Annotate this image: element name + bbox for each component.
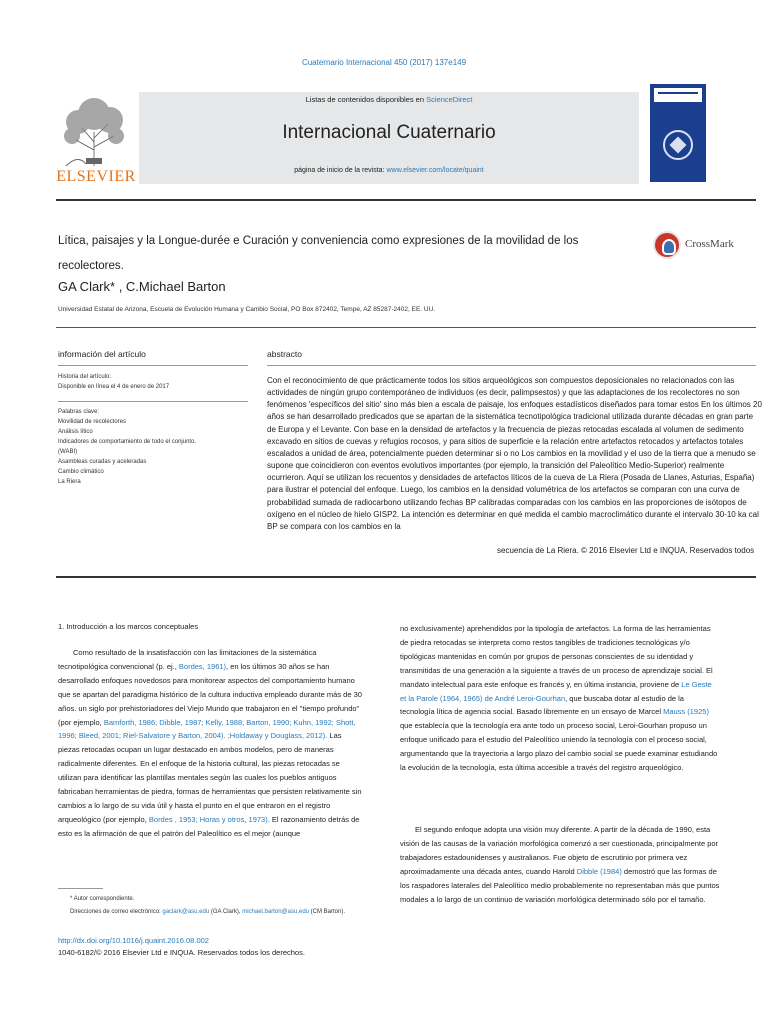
copyright-line: 1040-6182/© 2016 Elsevier Ltd e INQUA. Reservados todos los derechos. [58,948,305,957]
keyword-item: La Riera [58,479,81,485]
keyword-item: Asambleas curadas y aceleradas [58,459,147,465]
crossmark-badge[interactable] [651,229,741,261]
homepage-line [139,167,639,174]
affiliation: Universidad Estatal de Arizona, Escuela de Evolución Humana y Cambio Social, PO Box 872402, Tempe, AZ 85287-2402, EE. UU. [58,306,436,313]
email-barton-name: (CM Barton). [309,909,346,915]
crossmark-label: CrossMark [685,238,734,250]
abstract-rule [267,365,756,366]
citation-link[interactable]: Dibble (1984) [576,866,622,876]
citation-link[interactable]: Mauss (1925) [663,707,709,717]
abstract-text: Con el reconocimiento de que prácticamente todos los sitios arqueológicos son compuestos deposicionales no relacionados con las actividades de ningún grupo contemporáneo de individuos (es decir, palimpsestos) y que las adaptaciones de los recolectores no son fenómenos 'específicos del sitio' sino más bien a escala de paisaje, los enfoques estadísticos diseñados para tomar estos En los últimos 20 años se han desarrollado predicados que se apartan de la sistemática tecnotipológica tradicional utilizada durante décadas en gran parte de Europa y el Levante. Con base en la densidad de artefactos y la frecuencia de piezas retocadas escalada al volumen de sedimento excavado en sitios de cuevas y refugios rocosos, y para sitios de superficie e la relación entre artefactos retocados y artefactos totales escalados a unidad de área, potencialmente pueden determinar si o no Los cambios en la movilidad y el uso de la tierra que a menudo se supone que coincidieron con eventos evolutivos importantes (por ejemplo, la transición del Paleolítico Medio-Superior) realmente ocurrieron. Aquí se utilizan los recuentos y densidades de artefactos líticos de la cueva de La Riera (Posada de Llanes, Asturias, España) para ilustrar el potencial del enfoque. Luego, los cambios en la densidad volumétrica de los artefactos se comparan con una curva de probabilidad sumada de radiocarbono utilizando fechas BP calibradas comparadas con los cambios en las proporciones de isótopos de oxígeno en el núcleo de hielo GISP2. La intención es determinar en qué medida el cambio macroclimático durante el intervalo 30-10 ka cal BP se compara con los cambios en la [267,376,762,531]
intro-paragraph-1-cont [400,622,720,775]
article-info-rule [58,365,248,366]
crossmark-icon [653,231,681,259]
journal-reference[interactable]: Cuaternario Internacional 450 (2017) 137e149 [301,58,467,67]
author-barton[interactable]: C.Michael Barton [125,279,226,294]
history-rule [58,401,248,402]
email-prefix: Direcciones de correo electrónico: [70,909,163,915]
author-list [58,279,226,294]
citation-link[interactable]: Le Geste et la Parole (1964, 1965) de André Leroi-Gourhan [400,679,712,703]
text-run: , que buscaba dotar al estudio de la tecnología lítica de agencia social. Basado libremente en un ensayo de Marcel [400,693,684,717]
header-rule [56,199,756,201]
keywords-label: Palabras clave: [58,409,100,415]
abstract-heading: abstracto [267,349,302,359]
keyword-item: Análisis lítico [58,429,93,435]
cover-emblem-icon [663,130,693,160]
contents-line [139,95,639,104]
citation-link[interactable]: Bordes , 1953; Horas y otros, 1973). [148,814,270,824]
text-run: no exclusivamente) aprehendidos por la tipología de artefactos. La forma de las herramientas de piedra retocadas se interpreta como restos tangibles de tradiciones tecnológicas y/o tipológicas mantenidas en común por grupos de personas conscientes de su identidad y transmitidas de una generación a la siguiente a través de un proceso de aprendizaje social. El mandato intelectual para este enfoque es francés y, en última instancia, proviene de [400,624,713,689]
intro-paragraph-2 [400,823,720,906]
body-column-right-bottom [400,823,720,906]
author-separator: , [115,279,126,294]
text-run: El razonamiento detrás de esto es la afirmación de que el patrón del Paleolítico es el mejor (aunque [58,814,360,838]
article-title: Lítica, paisajes y la Longue-durée e Curación y conveniencia como expresiones de la movilidad de los recolectores. [58,235,579,272]
homepage-prefix: página de inicio de la revista: [294,167,387,174]
title-rule [56,327,756,328]
article-history [58,372,248,392]
section-heading: 1. Introducción a los marcos conceptuales [58,622,199,631]
abstract-end-rule [56,576,756,578]
contents-prefix: Listas de contenidos disponibles en [305,95,427,104]
keywords-list [58,407,248,487]
text-run: El segundo enfoque adopta una visión muy diferente. A partir de la década de 1990, esta visión de las causas de la variación morfológica comenzó a ser cuestionada, principalmente por trabajadores estadounidenses y australianos. Fue objeto de escrutinio por primera vez aproximadamente una década antes, cuando Harold [400,825,719,876]
journal-title: Internacional Cuaternario [282,122,496,143]
body-column-left [58,646,362,841]
author-clark[interactable]: GA Clark* [58,279,116,294]
doi-link[interactable]: http://dx.doi.org/10.1016/j.quaint.2016.08.002 [58,936,209,945]
email-clark-link[interactable]: gaclark@asu.edu [162,909,210,915]
corresponding-author-note: * Autor correspondiente. [70,896,135,902]
text-run: que establecía que la tecnología era ante todo un proceso social, Leroi-Gourhan propuso un enfoque unificado para el estudio del Paleolítico uniendo la tecnología con el proceso social, argumentando que la trayectoria a largo plazo del cambio social se puede examinar estudiando la evolución de la tecnología, esta última accesible a través del registro arqueológico. [400,721,718,773]
sciencedirect-link[interactable]: ScienceDirect [426,95,473,104]
citation-link[interactable]: Bordes, 1961) [178,661,227,671]
email-clark-name: (GA Clark), [209,909,243,915]
cover-banner [654,88,702,102]
history-value: Disponible en línea el 4 de enero de 2017 [58,384,170,390]
intro-paragraph-1 [58,646,362,841]
elsevier-wordmark: ELSEVIER [56,168,136,185]
email-barton-link[interactable]: michael.barton@asu.edu [242,909,309,915]
citation-link[interactable]: Bamforth, 1986; Dibble, 1987; Kelly, 1988; Barton, 1990; Kuhn, 1992; Shott, 1996; Bleed, 2001; Riel-Salvatore y Barton, 2004). ;Holdaway y Douglass, 2012). [58,717,356,741]
homepage-link[interactable]: www.elsevier.com/locate/quaint [386,167,484,174]
history-label: Historia del artículo: [58,374,112,380]
abstract-copyright: secuencia de La Riera. © 2016 Elsevier Ltd e INQUA. Reservados todos [497,546,755,555]
keyword-item: Cambio climático [58,469,104,475]
keyword-item: (WABI) [58,449,78,455]
text-run: Como resultado de la insatisfacción con las limitaciones de la sistemática tecnotipológica convencional (p. ej., [58,648,317,671]
text-run: demostró que las formas de los raspadores laterales del Paleolítico medio probablemente no representaban más que puntos modales a lo largo de un continuo de variación morfológica determinado sólo por el tamaño. [400,866,720,904]
keyword-item: Movilidad de recolectores [58,419,127,425]
footnote [58,893,345,919]
journal-cover-image [650,84,706,182]
article-info-heading: información del artículo [58,349,146,359]
doi-block [58,935,305,959]
body-column-right-top [400,622,720,775]
text-run: , en los últimos 30 años se han desarrollado enfoques novedosos para monitorear aspectos del comportamiento humano que se apartan del paradigma histórico de la cultura inductiva empleado durante más de 30 años. un siglo por prehistoriadores del Viejo Mundo que trabajaron en el "tiempo profundo" (por ejemplo, [58,661,362,727]
email-line [58,906,345,919]
footnote-rule [58,888,103,889]
text-run: Las piezas retocadas ocupan un lugar destacado en ambos modelos, pero de maneras radicalmente diferentes. En el enfoque de la historia cultural, las piezas retocadas se utilizan para identificar las plantillas mentales según las cuales los pueblos antiguos fabricaban herramientas de piedra, formas de herramientas que persisten relativamente sin cambios a lo largo de su vida útil y hasta el punto en el que entraron en el registro arqueológico (por ejemplo, [58,731,362,824]
keyword-item: Indicadores de comportamiento de todo el conjunto. [58,439,197,445]
